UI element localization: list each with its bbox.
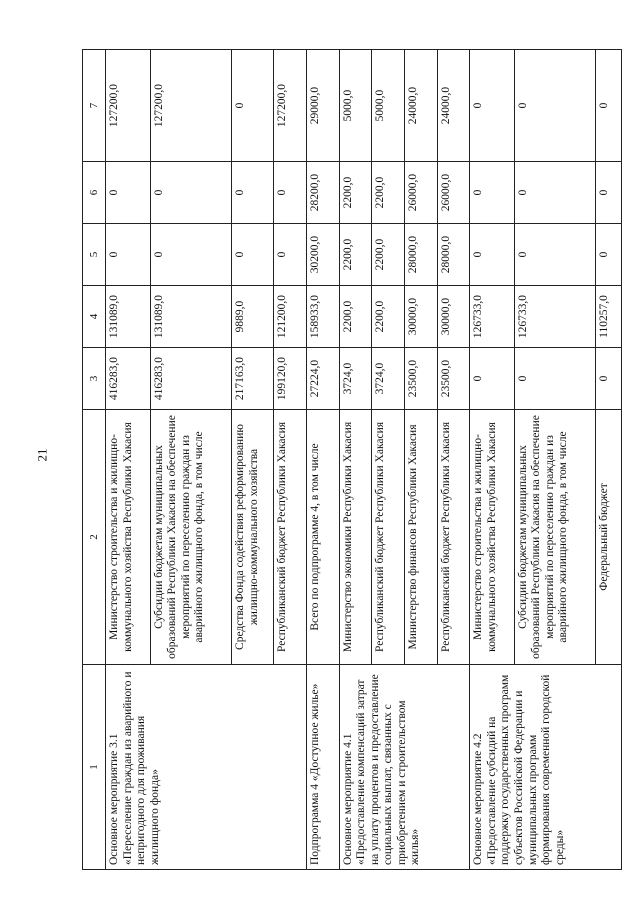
value-cell: 0 [596, 224, 622, 286]
value-cell: 27224,0 [306, 348, 339, 410]
program-name: Основное мероприятие 4.1 «Предоставление компенсаций затрат на уплату процентов и предоставление социальных выплат, связанных с приобретением и строительством жилья» [339, 665, 470, 870]
value-cell: 131089,0 [106, 286, 150, 348]
value-cell: 0 [106, 224, 150, 286]
table-row [339, 50, 372, 870]
value-cell: 2200,0 [339, 162, 372, 224]
value-cell: 2200,0 [372, 162, 405, 224]
budget-table [82, 49, 622, 870]
value-cell: 23500,0 [404, 348, 437, 410]
rotated-page [82, 50, 622, 870]
program-name: Основное мероприятие 3.1 «Переселение граждан из аварийного и непригодного для проживания жилищного фонда» [106, 665, 307, 870]
value-cell: 0 [514, 348, 596, 410]
column-header: 3 [83, 348, 106, 410]
value-cell: 2200,0 [372, 286, 405, 348]
rotated-content [82, 50, 622, 870]
column-header: 5 [83, 224, 106, 286]
value-cell: 0 [470, 162, 514, 224]
value-cell: 0 [596, 348, 622, 410]
value-cell: 0 [514, 162, 596, 224]
header-row [83, 50, 106, 870]
value-cell: 0 [596, 50, 622, 162]
funding-source: Республиканский бюджет Республики Хакасия [274, 410, 307, 665]
column-header: 1 [83, 665, 106, 870]
funding-source: Министерство строительства и жилищно-коммунального хозяйства Республики Хакасия [106, 410, 150, 665]
value-cell: 217163,0 [232, 348, 274, 410]
value-cell: 416283,0 [106, 348, 150, 410]
value-cell: 3724,0 [372, 348, 405, 410]
value-cell: 158933,0 [306, 286, 339, 348]
value-cell: 0 [274, 162, 307, 224]
program-name: Основное мероприятие 4.2 «Предоставление субсидий на поддержку государственных программ субъектов Российской Федерации и муниципальных программ формирования современной городской среды» [470, 665, 622, 870]
value-cell: 29000,0 [306, 50, 339, 162]
value-cell: 0 [106, 162, 150, 224]
value-cell: 2200,0 [339, 224, 372, 286]
column-header: 6 [83, 162, 106, 224]
value-cell: 23500,0 [437, 348, 470, 410]
value-cell: 5000,0 [339, 50, 372, 162]
value-cell: 126733,0 [514, 286, 596, 348]
funding-source: Средства Фонда содействия реформированию жилищно-коммунального хозяйства [232, 410, 274, 665]
funding-source: Субсидии бюджетам муниципальных образований Республики Хакасия на обеспечение мероприятий по переселению граждан из аварийного жилищного фонда, в том числе [150, 410, 232, 665]
value-cell: 28200,0 [306, 162, 339, 224]
value-cell: 0 [596, 162, 622, 224]
value-cell: 0 [470, 224, 514, 286]
value-cell: 24000,0 [437, 50, 470, 162]
column-header: 7 [83, 50, 106, 162]
value-cell: 2200,0 [339, 286, 372, 348]
value-cell: 0 [514, 50, 596, 162]
value-cell: 131089,0 [150, 286, 232, 348]
value-cell: 110257,0 [596, 286, 622, 348]
value-cell: 127200,0 [150, 50, 232, 162]
page-number: 21 [34, 448, 50, 462]
funding-source: Республиканский бюджет Республики Хакасия [372, 410, 405, 665]
table-row [470, 50, 514, 870]
value-cell: 0 [232, 50, 274, 162]
value-cell: 0 [150, 162, 232, 224]
value-cell: 0 [470, 50, 514, 162]
value-cell: 127200,0 [106, 50, 150, 162]
value-cell: 28000,0 [404, 224, 437, 286]
value-cell: 0 [274, 224, 307, 286]
funding-source: Республиканский бюджет Республики Хакасия [437, 410, 470, 665]
value-cell: 0 [232, 162, 274, 224]
value-cell: 416283,0 [150, 348, 232, 410]
value-cell: 26000,0 [437, 162, 470, 224]
funding-source: Федеральный бюджет [596, 410, 622, 665]
funding-source: Министерство строительства и жилищно-коммунального хозяйства Республики Хакасия [470, 410, 514, 665]
value-cell: 24000,0 [404, 50, 437, 162]
funding-source: Министерство финансов Республики Хакасия [404, 410, 437, 665]
value-cell: 28000,0 [437, 224, 470, 286]
funding-source: Министерство экономики Республики Хакасия [339, 410, 372, 665]
table-row [306, 50, 339, 870]
column-header: 4 [83, 286, 106, 348]
funding-source: Всего по подпрограмме 4, в том числе [306, 410, 339, 665]
value-cell: 30000,0 [437, 286, 470, 348]
value-cell: 2200,0 [372, 224, 405, 286]
program-name: Подпрограмма 4 «Доступное жилье» [306, 665, 339, 870]
value-cell: 9889,0 [232, 286, 274, 348]
column-header: 2 [83, 410, 106, 665]
value-cell: 3724,0 [339, 348, 372, 410]
value-cell: 30000,0 [404, 286, 437, 348]
value-cell: 26000,0 [404, 162, 437, 224]
value-cell: 0 [150, 224, 232, 286]
table-row [106, 50, 150, 870]
value-cell: 126733,0 [470, 286, 514, 348]
value-cell: 127200,0 [274, 50, 307, 162]
value-cell: 0 [232, 224, 274, 286]
value-cell: 199120,0 [274, 348, 307, 410]
value-cell: 30200,0 [306, 224, 339, 286]
value-cell: 5000,0 [372, 50, 405, 162]
funding-source: Субсидии бюджетам муниципальных образований Республики Хакасия на обеспечение мероприятий по переселению граждан из аварийного жилищного фонда, в том числе [514, 410, 596, 665]
value-cell: 0 [514, 224, 596, 286]
value-cell: 121200,0 [274, 286, 307, 348]
value-cell: 0 [470, 348, 514, 410]
